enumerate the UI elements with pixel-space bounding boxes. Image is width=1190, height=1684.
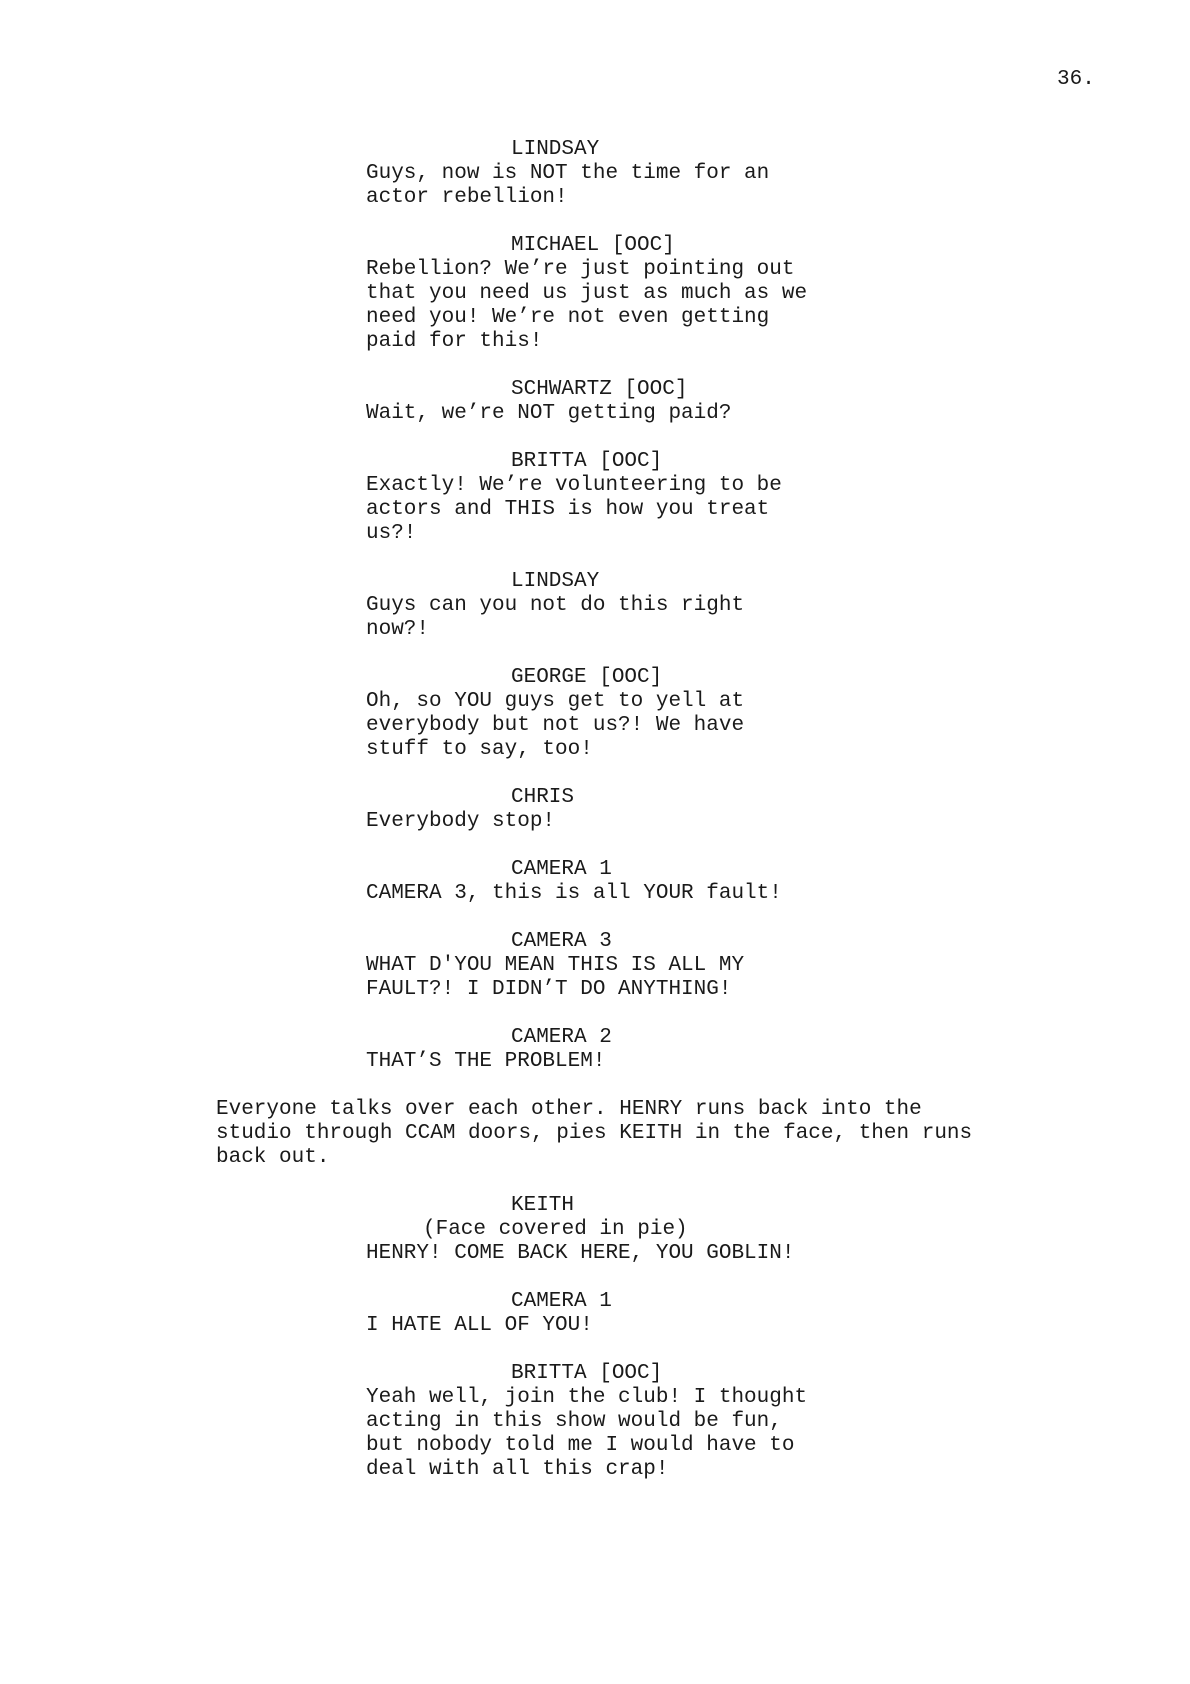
dialogue-line: but nobody told me I would have to <box>366 1434 795 1457</box>
character-cue: LINDSAY <box>511 138 600 161</box>
character-cue: KEITH <box>511 1194 575 1217</box>
dialogue-block <box>0 138 1190 210</box>
dialogue-block <box>0 1290 1190 1338</box>
character-cue: CAMERA 1 <box>511 1290 612 1313</box>
dialogue-line: Rebellion? We’re just pointing out <box>366 258 795 281</box>
character-cue: CAMERA 3 <box>511 930 612 953</box>
dialogue-line: Guys, now is NOT the time for an <box>366 162 770 185</box>
dialogue-line: everybody but not us?! We have <box>366 714 745 737</box>
dialogue-line: Wait, we’re NOT getting paid? <box>366 402 732 425</box>
parenthetical: (Face covered in pie) <box>423 1218 688 1241</box>
dialogue-line: Guys can you not do this right <box>366 594 745 617</box>
dialogue-line: that you need us just as much as we <box>366 282 808 305</box>
dialogue-block <box>0 858 1190 906</box>
dialogue-line: THAT’S THE PROBLEM! <box>366 1050 606 1073</box>
dialogue-line: Exactly! We’re volunteering to be <box>366 474 782 497</box>
dialogue-block <box>0 666 1190 762</box>
dialogue-line: actors and THIS is how you treat <box>366 498 770 521</box>
character-cue: CAMERA 1 <box>511 858 612 881</box>
dialogue-line: deal with all this crap! <box>366 1458 669 1481</box>
dialogue-line: Yeah well, join the club! I thought <box>366 1386 808 1409</box>
action-block <box>0 1098 1190 1170</box>
dialogue-block <box>0 1026 1190 1074</box>
dialogue-line: actor rebellion! <box>366 186 568 209</box>
action-line: studio through CCAM doors, pies KEITH in the face, then runs <box>216 1122 973 1145</box>
character-cue: CAMERA 2 <box>511 1026 612 1049</box>
dialogue-line: need you! We’re not even getting <box>366 306 770 329</box>
dialogue-block <box>0 450 1190 546</box>
dialogue-block <box>0 930 1190 1002</box>
page-number: 36. <box>1057 68 1095 91</box>
character-cue: GEORGE [OOC] <box>511 666 663 689</box>
dialogue-line: acting in this show would be fun, <box>366 1410 782 1433</box>
dialogue-block <box>0 1362 1190 1482</box>
dialogue-line: HENRY! COME BACK HERE, YOU GOBLIN! <box>366 1242 795 1265</box>
action-line: Everyone talks over each other. HENRY runs back into the <box>216 1098 922 1121</box>
dialogue-line: Oh, so YOU guys get to yell at <box>366 690 745 713</box>
dialogue-line: I HATE ALL OF YOU! <box>366 1314 593 1337</box>
dialogue-block <box>0 378 1190 426</box>
dialogue-block <box>0 1194 1190 1266</box>
dialogue-line: WHAT D'YOU MEAN THIS IS ALL MY <box>366 954 745 977</box>
character-cue: BRITTA [OOC] <box>511 450 663 473</box>
character-cue: SCHWARTZ [OOC] <box>511 378 688 401</box>
dialogue-line: us?! <box>366 522 417 545</box>
screenplay-body <box>0 138 1190 1506</box>
character-cue: BRITTA [OOC] <box>511 1362 663 1385</box>
dialogue-block <box>0 786 1190 834</box>
dialogue-block <box>0 234 1190 354</box>
character-cue: CHRIS <box>511 786 575 809</box>
dialogue-block <box>0 570 1190 642</box>
dialogue-line: Everybody stop! <box>366 810 556 833</box>
character-cue: MICHAEL [OOC] <box>511 234 675 257</box>
character-cue: LINDSAY <box>511 570 600 593</box>
dialogue-line: FAULT?! I DIDN’T DO ANYTHING! <box>366 978 732 1001</box>
action-line: back out. <box>216 1146 330 1169</box>
dialogue-line: stuff to say, too! <box>366 738 593 761</box>
dialogue-line: now?! <box>366 618 430 641</box>
dialogue-line: CAMERA 3, this is all YOUR fault! <box>366 882 782 905</box>
dialogue-line: paid for this! <box>366 330 543 353</box>
